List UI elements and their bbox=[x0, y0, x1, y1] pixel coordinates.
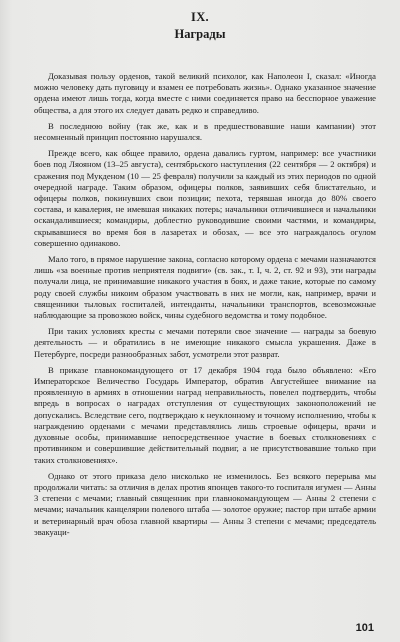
paragraph: Доказывая пользу орденов, такой великий психолог, как Наполеон I, сказал: «Иногда можно человеку дать пуговицу и взамен ее потребовать жизнь». Однако указанное значение ордена имеют лишь тогда, когда вместе с ними соединяется право на бесспорное уважение общества, а для этого их следует давать редко и справедливо. bbox=[34, 71, 376, 115]
chapter-body bbox=[34, 66, 376, 538]
paragraph: При таких условиях кресты с мечами потеряли свое значение — награды за боевую деятельность — и обратились в не имеющие никакого смысла украшения. Даже в Петербурге, посреди разнообразных забот, усмотрели этот разврат. bbox=[34, 326, 376, 359]
paragraph: В последнюю войну (так же, как и в предшествовавшие наши кампании) этот несомненный принцип постоянно нарушался. bbox=[34, 120, 376, 143]
paragraph: Однако от этого приказа дело нисколько не изменилось. Без всякого перерыва мы продолжали читать: за отличия в делах против японцев такого-то госпиталя игумен — Анны 3 степени с мечами; главный священник при главнокомандующем — Анны 2 степени с мечами; начальник канцелярии полевого штаба — золотое оружие; пастор при штабе армии и ветеринарный врач обоза главной квартиры — Анны 3 степени с мечами; председатель эвакуаци- bbox=[34, 470, 376, 537]
paragraph: В приказе главнокомандующего от 17 декабря 1904 года было объявлено: «Его Императорское Величество Государь Император, обратив Августейшее внимание на проявленную в армиях в отношении наград неправильность, повелел подтвердить, чтобы впредь в вопросах о наградах отступления от существующих законоположений не допускались. Вследствие сего, подтверждаю к неуклонному и точному исполнению, чтобы к награждению орденами с мечами представлялись лишь строевые офицеры, врачи и духовные особы, принимавшие непосредственное участие в боевых столкновениях с противником и совершившие действительный подвиг, а не присутствовавшие только при таких столкновениях». bbox=[34, 364, 376, 465]
paragraph: Прежде всего, как общее правило, ордена давались гуртом, например: все участники боев под Ляояном (13–25 августа), сентябрьского наступления (22 сентября — 2 октября) и сражения под Мукденом (10 — 25 февраля) получили за каждый из этих периодов по одной очередной награде. Таким образом, офицеры полков, заявивших себя блистательно, и офицеры полков, покинувших свои позиции; пехота, терявшая иногда до 80% своего состава, и кавалерия, не имевшая никаких потерь; начальники отличившиеся и начальники оскандалившиеся; командиры, доблестно руководившие своими частями, и командиры, скрывавшиеся во время боя в лазаретах и обозах, — все это награждалось огулом совершенно одинаково. bbox=[34, 148, 376, 248]
page-number: 101 bbox=[355, 622, 374, 634]
paragraph: Мало того, в прямое нарушение закона, согласно которому ордена с мечами назначаются лишь «за военные против неприятеля подвиги» (св. зак., т. I, ч. 2, ст. 92 и 93), эти награды получали лица, не принимавшие никакого участия в боях, и даже такие, которые по самому роду своей службы никоим образом участвовать в них не могли, как, например, врачи и священники тыловых госпиталей, интенданты, начальники транспортов, всевозможные наблюдающие за провозкою войск, чины судебного ведомства и тому подобное. bbox=[34, 254, 376, 321]
chapter-title: Награды bbox=[174, 27, 226, 41]
chapter-number: IX. bbox=[191, 10, 209, 24]
